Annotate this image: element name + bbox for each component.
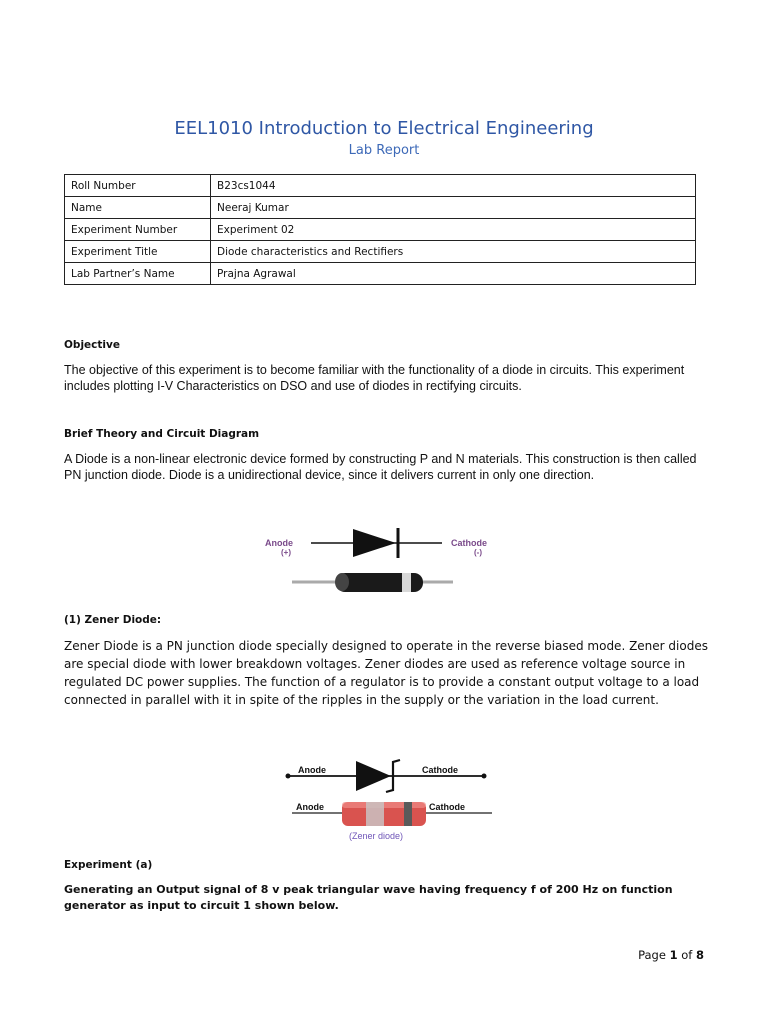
table-cell-value: B23cs1044 bbox=[211, 175, 696, 197]
zener-figure bbox=[276, 750, 501, 846]
table-cell-label: Name bbox=[65, 197, 211, 219]
zener-anode-label: Anode bbox=[298, 765, 326, 775]
page-title: EEL1010 Introduction to Electrical Engineering bbox=[174, 118, 594, 139]
table-row bbox=[65, 263, 696, 285]
zener-diagram bbox=[276, 750, 501, 846]
zener-heading: (1) Zener Diode: bbox=[64, 614, 162, 626]
page-footer bbox=[638, 948, 704, 962]
table-cell-value: Prajna Agrawal bbox=[211, 263, 696, 285]
zener-cathode-band bbox=[404, 802, 412, 826]
experiment-a-heading: Experiment (a) bbox=[64, 859, 153, 871]
table-cell-label: Lab Partner’s Name bbox=[65, 263, 211, 285]
diode-figure bbox=[256, 516, 546, 600]
table-row bbox=[65, 219, 696, 241]
objective-paragraph: The objective of this experiment is to become familiar with the functionality of a diode in circuits. This experiment includes plotting I-V Characteristics on DSO and use of diodes in rectifying circuits. bbox=[64, 363, 685, 393]
diode-diagram bbox=[256, 516, 546, 600]
objective-heading: Objective bbox=[64, 339, 120, 351]
page-word: Page bbox=[638, 948, 666, 962]
zener-paragraph: Zener Diode is a PN junction diode specially designed to operate in the reverse biased mode. Zener diodes are special diode with lower breakdown voltages. Zener diodes are used as reference voltage source in regulated DC power supplies. The function of a regulator is to provide a constant output voltage to a load connected in parallel with it in spite of the ripples in the supply or the variation in the load current. bbox=[64, 639, 708, 707]
page-subtitle: Lab Report bbox=[348, 143, 420, 158]
zener-cathode-label: Cathode bbox=[422, 765, 458, 775]
cathode-sign: (-) bbox=[474, 548, 482, 557]
anode-sign: (+) bbox=[281, 548, 291, 557]
diode-symbol-triangle bbox=[353, 529, 396, 557]
page-of-word: of bbox=[681, 948, 693, 962]
zener-anode-label-2: Anode bbox=[296, 802, 324, 812]
anode-label: Anode bbox=[265, 538, 293, 548]
zener-cathode-label-2: Cathode bbox=[429, 802, 465, 812]
experiment-a-paragraph: Generating an Output signal of 8 v peak triangular wave having frequency f of 200 Hz on function generator as input to circuit 1 shown below. bbox=[64, 883, 673, 912]
table-cell-value: Diode characteristics and Rectifiers bbox=[211, 241, 696, 263]
table-row bbox=[65, 175, 696, 197]
info-table bbox=[64, 174, 696, 285]
diode-cathode-band bbox=[402, 573, 411, 592]
theory-heading: Brief Theory and Circuit Diagram bbox=[64, 428, 260, 440]
page-current: 1 bbox=[669, 948, 678, 962]
theory-paragraph: A Diode is a non-linear electronic device formed by constructing P and N materials. This construction is then called PN junction diode. Diode is a unidirectional device, since it delivers current in only one direction. bbox=[64, 452, 697, 482]
cathode-label: Cathode bbox=[451, 538, 487, 548]
table-cell-label: Experiment Title bbox=[65, 241, 211, 263]
table-row bbox=[65, 241, 696, 263]
zener-caption: (Zener diode) bbox=[349, 831, 404, 841]
table-cell-value: Neeraj Kumar bbox=[211, 197, 696, 219]
table-cell-value: Experiment 02 bbox=[211, 219, 696, 241]
table-row bbox=[65, 197, 696, 219]
page-total: 8 bbox=[695, 948, 704, 962]
table-cell-label: Roll Number bbox=[65, 175, 211, 197]
zener-symbol-triangle bbox=[356, 761, 391, 791]
table-cell-label: Experiment Number bbox=[65, 219, 211, 241]
